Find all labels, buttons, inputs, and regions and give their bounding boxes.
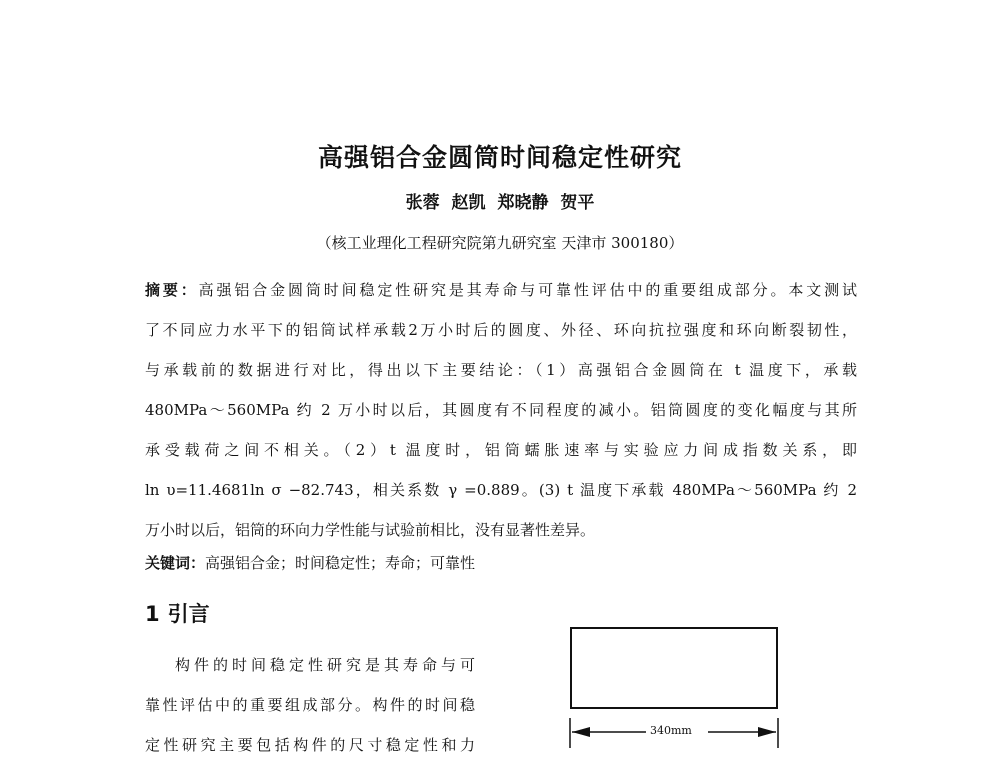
section-number: 1 [145, 602, 160, 626]
author-name: 贺平 [560, 193, 595, 213]
abstract-line: 万小时以后，铝筒的环向力学性能与试验前相比，没有显著性差异。 [145, 521, 596, 539]
dimension-line [568, 718, 780, 748]
intro-line: 靠性评估中的重要组成部分。构件的时间稳 [145, 696, 475, 714]
abstract-label: 摘要： [145, 281, 199, 299]
keywords [145, 552, 857, 573]
author-name: 赵凯 [451, 193, 486, 213]
intro-line: 定性研究主要包括构件的尺寸稳定性和力 [145, 736, 475, 754]
author-list [0, 188, 1000, 213]
author-name: 张蓉 [405, 193, 440, 213]
section-heading [145, 598, 210, 628]
intro-paragraph [145, 645, 475, 765]
abstract-text: 高强铝合金圆筒时间稳定性研究是其寿命与可靠性评估中的重要组成部分。本文测试 [198, 281, 857, 299]
dimension-label: 340mm [650, 724, 692, 737]
abstract-line: 承受载荷之间不相关。（2）t 温度时，铝筒蠕胀速率与实验应力间成指数关系，即 [145, 441, 857, 459]
author-name: 郑晓静 [497, 193, 549, 213]
abstract [145, 270, 857, 550]
paper-title: 高强铝合金圆筒时间稳定性研究 [317, 143, 682, 172]
intro-line: 构件的时间稳定性研究是其寿命与可 [175, 656, 475, 674]
section-title: 引言 [167, 602, 210, 626]
abstract-line: 480MPa～560MPa 约 2 万小时以后，其圆度有不同程度的减小。铝筒圆度的变化幅度与其所 [145, 401, 857, 419]
keywords-label: 关键词： [145, 554, 206, 572]
abstract-line: ln υ=11.4681ln σ −82.743，相关系数 γ =0.889。(3) t 温度下承载 480MPa～560MPa 约 2 [145, 481, 857, 499]
abstract-line [145, 270, 857, 310]
keywords-text: 高强铝合金；时间稳定性；寿命；可靠性 [205, 554, 476, 572]
affiliation: （核工业理化工程研究院第九研究室 天津市 300180） [316, 234, 684, 252]
figure-rectangle [570, 627, 778, 709]
abstract-line: 与承载前的数据进行对比，得出以下主要结论：（1）高强铝合金圆筒在 t 温度下，承载 [145, 361, 857, 379]
abstract-line: 了不同应力水平下的铝筒试样承载2万小时后的圆度、外径、环向抗拉强度和环向断裂韧性， [145, 321, 857, 339]
